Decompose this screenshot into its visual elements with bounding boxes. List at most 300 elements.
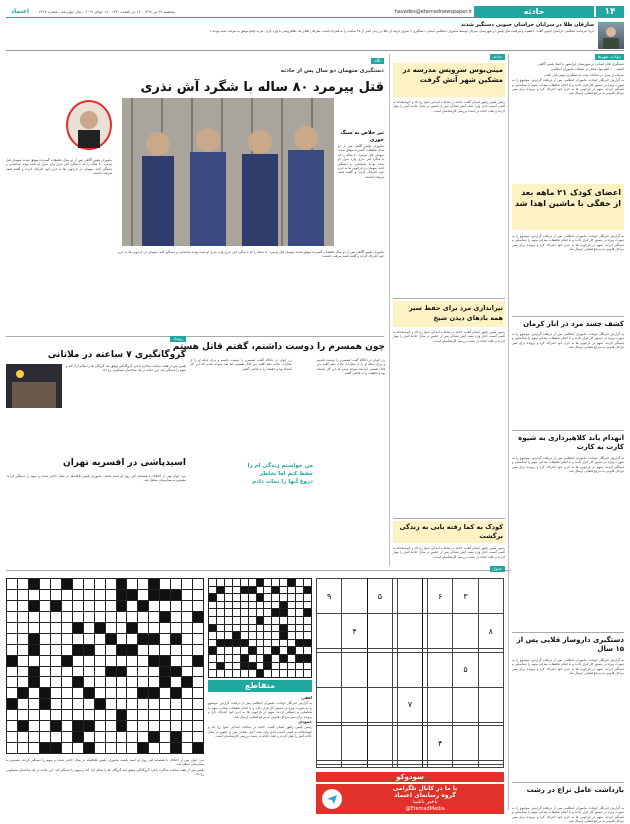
crossword-cell[interactable] [171,579,182,590]
crossword-cell[interactable] [138,655,149,666]
crossword-cell[interactable] [149,666,160,677]
crossword-cell[interactable] [193,732,204,743]
crossword-cell[interactable] [280,586,288,594]
crossword-cell[interactable] [193,633,204,644]
crossword-cell[interactable] [105,688,116,699]
crossword-cell[interactable] [256,586,264,594]
crossword-cell[interactable] [248,609,256,617]
crossword-cell[interactable] [149,710,160,721]
crossword-cell[interactable] [280,670,288,678]
crossword-cell[interactable] [209,670,217,678]
crossword-cell[interactable] [94,666,105,677]
crossword-cell[interactable] [232,579,240,587]
crossword-cell[interactable] [171,600,182,611]
crossword-cell[interactable] [193,666,204,677]
crossword-cell[interactable] [116,677,127,688]
crossword-cell[interactable] [50,666,61,677]
sudoku-cell[interactable] [393,687,398,722]
crossword-cell[interactable] [83,732,94,743]
crossword-cell[interactable] [18,732,29,743]
crossword-cell[interactable] [94,611,105,622]
crossword-cell[interactable] [272,624,280,632]
banner-handle[interactable]: @EtemadMedia [405,806,445,812]
crossword-cell[interactable] [288,632,296,640]
crossword-cell[interactable] [18,677,29,688]
sudoku-cell[interactable] [478,579,503,614]
crossword-cell[interactable] [272,632,280,640]
crossword-cell[interactable] [171,677,182,688]
crossword-cell[interactable] [232,670,240,678]
crossword-cell[interactable] [127,721,138,732]
crossword-cell[interactable] [94,688,105,699]
crossword-cell[interactable] [160,644,171,655]
crossword-cell[interactable] [138,710,149,721]
crossword-cell[interactable] [94,721,105,732]
crossword-cell[interactable] [193,644,204,655]
crossword-cell[interactable] [116,699,127,710]
crossword-cell[interactable] [296,632,304,640]
crossword-cell[interactable] [256,655,264,663]
crossword-cell[interactable] [171,611,182,622]
crossword-cell[interactable] [72,589,83,600]
sudoku-cell[interactable] [317,764,342,768]
crossword-cell[interactable] [7,721,18,732]
crossword-cell[interactable] [127,611,138,622]
crossword-cell[interactable] [216,624,224,632]
crossword-cell[interactable] [171,710,182,721]
crossword-cell[interactable] [296,647,304,655]
crossword-cell[interactable] [160,699,171,710]
crossword-cell[interactable] [182,743,193,754]
crossword-cell[interactable] [18,743,29,754]
crossword-cell[interactable] [105,600,116,611]
crossword-cell[interactable] [105,677,116,688]
crossword-cell[interactable] [248,624,256,632]
sudoku-cell[interactable] [478,652,503,687]
crossword-cell[interactable] [304,617,312,625]
crossword-cell[interactable] [264,579,272,587]
sudoku-cell[interactable]: ۸ [478,614,503,649]
crossword-cell[interactable] [304,579,312,587]
crossword-cell[interactable] [296,624,304,632]
crossword-cell[interactable] [224,586,232,594]
crossword-cell[interactable] [209,617,217,625]
crossword-cell[interactable] [160,633,171,644]
crossword-cell[interactable] [182,611,193,622]
crossword-cell[interactable] [61,710,72,721]
crossword-cell[interactable] [83,666,94,677]
crossword-cell[interactable] [29,743,40,754]
crossword-cell[interactable] [232,624,240,632]
crossword-cell[interactable] [50,633,61,644]
crossword-cell[interactable] [248,670,256,678]
crossword-cell[interactable] [61,644,72,655]
crossword-cell[interactable] [7,644,18,655]
sudoku-cell[interactable] [478,687,503,722]
crossword-cell[interactable] [240,624,248,632]
crossword-cell[interactable] [39,644,50,655]
crossword-cell[interactable] [61,589,72,600]
crossword-cell[interactable] [209,655,217,663]
sudoku-cell[interactable] [342,726,367,761]
sudoku-cell[interactable] [367,764,392,768]
crossword-cell[interactable] [209,586,217,594]
crossword-cell[interactable] [94,677,105,688]
crossword-cell[interactable] [224,594,232,602]
crossword-cell[interactable] [72,579,83,590]
crossword-cell[interactable] [18,633,29,644]
crossword-cell[interactable] [288,617,296,625]
crossword-cell[interactable] [288,624,296,632]
sudoku-cell[interactable] [453,764,478,768]
crossword-cell[interactable] [216,601,224,609]
crossword-cell[interactable] [171,699,182,710]
crossword-cell[interactable] [193,677,204,688]
crossword-cell[interactable] [149,677,160,688]
sudoku-cell[interactable] [427,652,452,687]
telegram-banner[interactable] [316,784,504,814]
crossword-cell[interactable] [304,647,312,655]
crossword-cell[interactable] [72,743,83,754]
crossword-cell[interactable] [18,600,29,611]
crossword-cell[interactable] [50,699,61,710]
sudoku-cell[interactable] [478,764,503,768]
crossword-cell[interactable] [29,699,40,710]
crossword-cell[interactable] [182,600,193,611]
crossword-cell[interactable] [264,670,272,678]
crossword-cell[interactable] [149,699,160,710]
crossword-cell[interactable] [160,710,171,721]
crossword-cell[interactable] [83,589,94,600]
crossword-cell[interactable] [304,670,312,678]
crossword-cell[interactable] [127,579,138,590]
crossword-cell[interactable] [288,662,296,670]
sudoku-cell[interactable] [397,726,422,761]
crossword-cell[interactable] [7,633,18,644]
crossword-cell[interactable] [224,579,232,587]
crossword-cell[interactable] [288,670,296,678]
crossword-cell[interactable] [50,644,61,655]
crossword-cell[interactable] [7,589,18,600]
crossword-cell[interactable] [288,655,296,663]
crossword-cell[interactable] [264,617,272,625]
crossword-cell[interactable] [61,688,72,699]
crossword-cell[interactable] [240,632,248,640]
crossword-cell[interactable] [18,622,29,633]
crossword-cell[interactable] [209,639,217,647]
crossword-cell[interactable] [272,617,280,625]
crossword-cell[interactable] [18,655,29,666]
crossword-cell[interactable] [280,647,288,655]
crossword-cell[interactable] [264,586,272,594]
crossword-cell[interactable] [272,579,280,587]
sudoku-cell[interactable] [453,614,478,649]
crossword-cell[interactable] [296,579,304,587]
crossword-cell[interactable] [39,600,50,611]
sudoku-cell[interactable] [427,687,452,722]
crossword-cell[interactable] [264,647,272,655]
crossword-cell[interactable] [182,721,193,732]
crossword-cell[interactable] [127,743,138,754]
crossword-cell[interactable] [61,721,72,732]
crossword-cell[interactable] [224,617,232,625]
crossword-cell[interactable] [232,617,240,625]
crossword-cell[interactable] [7,688,18,699]
crossword-cell[interactable] [138,579,149,590]
crossword-cell[interactable] [256,662,264,670]
crossword-cell[interactable] [138,721,149,732]
crossword-cell[interactable] [171,622,182,633]
crossword-cell[interactable] [209,662,217,670]
crossword-cell[interactable] [94,710,105,721]
sudoku-cell[interactable] [453,687,478,722]
crossword-cell[interactable] [127,699,138,710]
crossword-cell[interactable] [18,710,29,721]
crossword-cell[interactable] [50,622,61,633]
crossword-cell[interactable] [182,688,193,699]
crossword-cell[interactable] [182,622,193,633]
crossword-cell[interactable] [138,622,149,633]
crossword-cell[interactable] [232,655,240,663]
crossword-cell[interactable] [83,579,94,590]
crossword-cell[interactable] [7,743,18,754]
crossword-cell[interactable] [280,662,288,670]
crossword-cell[interactable] [288,594,296,602]
crossword-cell[interactable] [94,633,105,644]
crossword-cell[interactable] [94,644,105,655]
crossword-cell[interactable] [7,732,18,743]
crossword-cell[interactable] [50,611,61,622]
crossword-cell[interactable] [18,644,29,655]
crossword-cell[interactable] [83,710,94,721]
sudoku-cell[interactable] [342,652,367,687]
crossword-cell[interactable] [224,624,232,632]
crossword-cell[interactable] [105,743,116,754]
crossword-cell[interactable] [83,655,94,666]
crossword-cell[interactable] [61,699,72,710]
crossword-cell[interactable] [116,688,127,699]
crossword-cell[interactable] [127,688,138,699]
crossword-cell[interactable] [264,594,272,602]
crossword-cell[interactable] [39,666,50,677]
crossword-cell[interactable] [240,594,248,602]
crossword-cell[interactable] [272,601,280,609]
crossword-cell[interactable] [127,710,138,721]
crossword-cell[interactable] [39,589,50,600]
crossword-cell[interactable] [138,644,149,655]
crossword-cell[interactable] [29,611,40,622]
sudoku-cell[interactable]: ۴ [427,726,452,761]
sudoku-cell[interactable] [393,614,398,649]
crossword-cell[interactable] [256,601,264,609]
crossword-cell[interactable] [240,579,248,587]
crossword-cell[interactable] [304,624,312,632]
crossword-cell[interactable] [116,622,127,633]
crossword-cell[interactable] [216,670,224,678]
crossword-cell[interactable] [240,601,248,609]
crossword-cell[interactable] [248,594,256,602]
crossword-cell[interactable] [224,632,232,640]
crossword-cell[interactable] [160,732,171,743]
crossword-cell[interactable] [83,633,94,644]
sudoku-cell[interactable]: ۴ [342,614,367,649]
crossword-cell[interactable] [209,601,217,609]
crossword-cell[interactable] [224,647,232,655]
crossword-cell[interactable] [105,710,116,721]
crossword-cell[interactable] [248,601,256,609]
sudoku-cell[interactable] [397,764,422,768]
crossword-cell[interactable] [94,600,105,611]
crossword-cell[interactable] [280,594,288,602]
crossword-cell[interactable] [7,677,18,688]
crossword-cell[interactable] [216,632,224,640]
crossword-cell[interactable] [39,710,50,721]
sudoku-cell[interactable] [393,764,398,768]
crossword-cell[interactable] [296,670,304,678]
crossword-cell[interactable] [105,611,116,622]
crossword-cell[interactable] [127,677,138,688]
crossword-cell[interactable] [61,743,72,754]
crossword-cell[interactable] [105,655,116,666]
crossword-cell[interactable] [50,710,61,721]
crossword-cell[interactable] [50,677,61,688]
crossword-cell[interactable] [29,655,40,666]
crossword-cell[interactable] [304,594,312,602]
crossword-cell[interactable] [280,617,288,625]
sudoku-cell[interactable] [317,614,342,649]
sudoku-cell[interactable] [423,579,428,614]
sudoku-cell[interactable] [367,652,392,687]
crossword-cell[interactable] [50,655,61,666]
crossword-cell[interactable] [209,632,217,640]
crossword-cell[interactable] [29,688,40,699]
crossword-cell[interactable] [224,670,232,678]
crossword-cell[interactable] [39,633,50,644]
crossword-cell[interactable] [149,721,160,732]
crossword-cell[interactable] [83,699,94,710]
crossword-cell[interactable] [29,732,40,743]
crossword-cell[interactable] [116,655,127,666]
crossword-cell[interactable] [72,600,83,611]
crossword-cell[interactable] [149,622,160,633]
crossword-cell[interactable] [116,633,127,644]
crossword-cell[interactable] [29,721,40,732]
crossword-cell[interactable] [171,644,182,655]
sudoku-cell[interactable] [423,764,428,768]
crossword-cell[interactable] [272,639,280,647]
crossword-cell[interactable] [116,732,127,743]
crossword-cell[interactable] [240,617,248,625]
crossword-cell[interactable] [18,589,29,600]
crossword-cell[interactable] [72,633,83,644]
sudoku-cell[interactable] [317,652,342,687]
crossword-cell[interactable] [256,647,264,655]
crossword-cell[interactable] [240,609,248,617]
sudoku-cell[interactable]: ۶ [427,579,452,614]
crossword-cell[interactable] [50,579,61,590]
crossword-cell[interactable] [216,647,224,655]
crossword-cell[interactable] [94,655,105,666]
crossword-cell[interactable] [50,688,61,699]
sudoku-cell[interactable] [423,614,428,649]
crossword-cell[interactable] [304,662,312,670]
sudoku-cell[interactable] [317,726,342,761]
sudoku-cell[interactable] [367,726,392,761]
crossword-cell[interactable] [216,579,224,587]
crossword-cell[interactable] [72,666,83,677]
crossword-cell[interactable] [29,589,40,600]
crossword-cell[interactable] [256,609,264,617]
crossword-cell[interactable] [248,655,256,663]
crossword-cell[interactable] [61,622,72,633]
crossword-cell[interactable] [105,721,116,732]
crossword-cell[interactable] [264,609,272,617]
crossword-cell[interactable] [18,666,29,677]
crossword-cell[interactable] [264,639,272,647]
crossword-cell[interactable] [160,622,171,633]
sudoku-cell[interactable] [478,726,503,761]
crossword-cell[interactable] [296,617,304,625]
crossword-cell[interactable] [240,647,248,655]
sudoku-cell[interactable] [397,579,422,614]
crossword-cell[interactable] [304,632,312,640]
crossword-cell[interactable] [232,586,240,594]
crossword-cell[interactable] [127,666,138,677]
crossword-cell[interactable] [160,688,171,699]
crossword-cell[interactable] [216,617,224,625]
sudoku-cell[interactable] [342,687,367,722]
crossword-cell[interactable] [232,601,240,609]
crossword-cell[interactable] [224,662,232,670]
crossword-cell[interactable] [182,644,193,655]
crossword-cell[interactable] [256,632,264,640]
sudoku-cell[interactable] [397,614,422,649]
crossword-cell[interactable] [127,600,138,611]
crossword-cell[interactable] [182,589,193,600]
crossword-cell[interactable] [39,622,50,633]
sudoku-cell[interactable] [393,726,398,761]
crossword-cell[interactable] [94,589,105,600]
crossword-cell[interactable] [127,633,138,644]
crossword-cell[interactable] [105,732,116,743]
crossword-cell[interactable] [138,589,149,600]
crossword-cell[interactable] [72,699,83,710]
crossword-cell[interactable] [272,662,280,670]
crossword-cell[interactable] [7,666,18,677]
sudoku-cell[interactable]: ۷ [397,687,422,722]
crossword-cell[interactable] [7,611,18,622]
crossword-cell[interactable] [138,677,149,688]
crossword-cell[interactable] [216,655,224,663]
crossword-cell[interactable] [256,639,264,647]
crossword-cell[interactable] [72,688,83,699]
crossword-cell[interactable] [94,579,105,590]
crossword-cell[interactable] [232,594,240,602]
crossword-cell[interactable] [272,655,280,663]
crossword-cell[interactable] [264,601,272,609]
crossword-cell[interactable] [224,601,232,609]
crossword-cell[interactable] [7,710,18,721]
crossword-cell[interactable] [72,655,83,666]
crossword-cell[interactable] [138,666,149,677]
crossword-cell[interactable] [171,721,182,732]
crossword-cell[interactable] [72,710,83,721]
sudoku-cell[interactable] [342,764,367,768]
crossword-cell[interactable] [216,594,224,602]
sudoku-cell[interactable] [423,687,428,722]
crossword-cell[interactable] [160,743,171,754]
crossword-cell[interactable] [182,655,193,666]
